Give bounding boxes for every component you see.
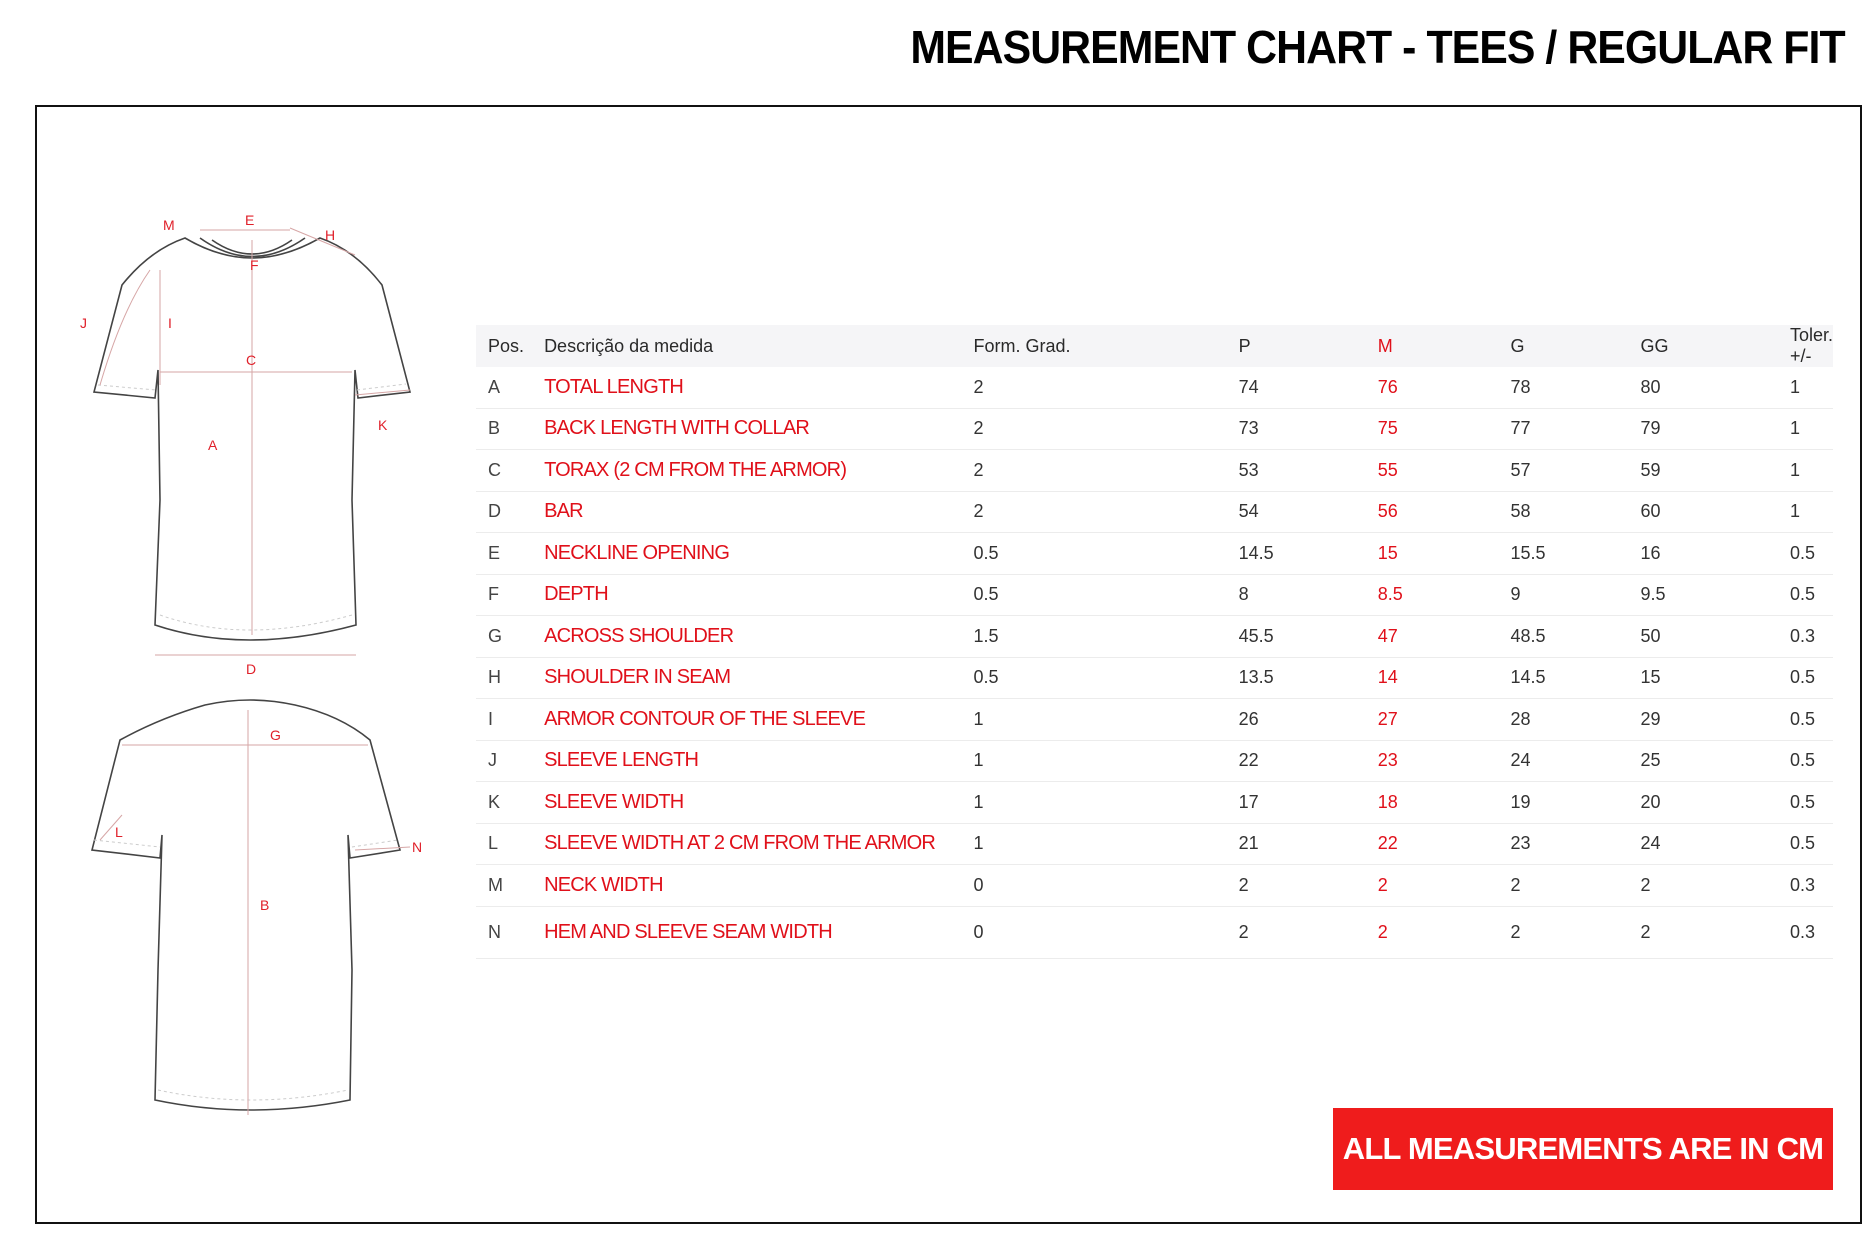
row-grading: 1 bbox=[962, 823, 1227, 865]
row-size-m: 27 bbox=[1366, 699, 1499, 741]
row-size-p: 45.5 bbox=[1227, 616, 1366, 658]
header-description: Descrição da medida bbox=[544, 335, 714, 356]
row-size-gg: 2 bbox=[1628, 865, 1777, 907]
row-description: NECK WIDTH bbox=[544, 865, 961, 907]
row-tolerance: 1 bbox=[1778, 491, 1833, 533]
row-size-gg: 15 bbox=[1628, 657, 1777, 699]
header-size-m: M bbox=[1377, 335, 1393, 356]
row-tolerance: 1 bbox=[1778, 367, 1833, 408]
diagram-label-i: I bbox=[168, 315, 172, 331]
row-size-g: 19 bbox=[1498, 782, 1628, 824]
row-tolerance: 1 bbox=[1778, 408, 1833, 450]
diagram-label-e: E bbox=[245, 212, 255, 228]
row-grading: 2 bbox=[962, 367, 1227, 408]
row-pos: N bbox=[476, 906, 544, 958]
row-grading: 0 bbox=[962, 906, 1227, 958]
row-pos: B bbox=[476, 408, 544, 450]
row-pos: I bbox=[476, 699, 544, 741]
row-pos: G bbox=[476, 616, 544, 658]
row-size-m: 55 bbox=[1366, 450, 1499, 492]
row-size-g: 28 bbox=[1498, 699, 1628, 741]
row-size-gg: 79 bbox=[1628, 408, 1777, 450]
header-size-g: G bbox=[1510, 335, 1525, 356]
table-row bbox=[476, 450, 1833, 492]
row-size-g: 23 bbox=[1498, 823, 1628, 865]
row-description: SLEEVE LENGTH bbox=[544, 740, 961, 782]
diagram-label-f: F bbox=[250, 257, 259, 273]
row-size-m: 18 bbox=[1366, 782, 1499, 824]
row-tolerance: 0.5 bbox=[1778, 533, 1833, 575]
row-tolerance: 0.5 bbox=[1778, 823, 1833, 865]
row-grading: 0 bbox=[962, 865, 1227, 907]
row-size-g: 58 bbox=[1498, 491, 1628, 533]
units-badge: ALL MEASUREMENTS ARE IN CM bbox=[1333, 1108, 1833, 1190]
row-size-m: 14 bbox=[1366, 657, 1499, 699]
diagram-label-b: B bbox=[260, 897, 270, 913]
row-size-g: 9 bbox=[1498, 574, 1628, 616]
row-size-p: 2 bbox=[1227, 865, 1366, 907]
row-size-p: 54 bbox=[1227, 491, 1366, 533]
row-description: BACK LENGTH WITH COLLAR bbox=[544, 408, 961, 450]
tee-front-diagram bbox=[80, 200, 435, 680]
row-description: HEM AND SLEEVE SEAM WIDTH bbox=[544, 906, 961, 958]
diagram-label-k: K bbox=[378, 417, 388, 433]
header-grading: Form. Grad. bbox=[973, 335, 1071, 356]
row-size-g: 14.5 bbox=[1498, 657, 1628, 699]
table-row bbox=[476, 533, 1833, 575]
row-pos: D bbox=[476, 491, 544, 533]
row-size-m: 22 bbox=[1366, 823, 1499, 865]
diagram-label-g: G bbox=[270, 727, 281, 743]
row-size-g: 78 bbox=[1498, 367, 1628, 408]
table-row bbox=[476, 616, 1833, 658]
row-pos: M bbox=[476, 865, 544, 907]
table-row bbox=[476, 699, 1833, 741]
header-tolerance: Toler. +/- bbox=[1789, 325, 1833, 366]
row-size-gg: 29 bbox=[1628, 699, 1777, 741]
table-row bbox=[476, 574, 1833, 616]
row-size-p: 21 bbox=[1227, 823, 1366, 865]
row-description: NECKLINE OPENING bbox=[544, 533, 961, 575]
row-grading: 2 bbox=[962, 450, 1227, 492]
row-description: ARMOR CONTOUR OF THE SLEEVE bbox=[544, 699, 961, 741]
diagram-label-l: L bbox=[115, 824, 123, 840]
row-size-g: 15.5 bbox=[1498, 533, 1628, 575]
row-size-m: 47 bbox=[1366, 616, 1499, 658]
diagram-label-h: H bbox=[325, 227, 336, 243]
table-row bbox=[476, 865, 1833, 907]
row-description: BAR bbox=[544, 491, 961, 533]
diagram-label-j: J bbox=[80, 315, 87, 331]
row-description: ACROSS SHOULDER bbox=[544, 616, 961, 658]
diagram-label-n: N bbox=[412, 839, 423, 855]
measurement-table bbox=[476, 325, 1833, 959]
row-size-gg: 80 bbox=[1628, 367, 1777, 408]
row-size-g: 57 bbox=[1498, 450, 1628, 492]
header-size-p: P bbox=[1238, 335, 1251, 356]
row-size-p: 53 bbox=[1227, 450, 1366, 492]
row-description: SLEEVE WIDTH bbox=[544, 782, 961, 824]
row-size-m: 15 bbox=[1366, 533, 1499, 575]
row-grading: 0.5 bbox=[962, 533, 1227, 575]
row-tolerance: 0.5 bbox=[1778, 782, 1833, 824]
row-size-p: 2 bbox=[1227, 906, 1366, 958]
table-row bbox=[476, 906, 1833, 958]
diagram-label-d: D bbox=[246, 661, 257, 677]
row-grading: 1 bbox=[962, 740, 1227, 782]
row-size-gg: 50 bbox=[1628, 616, 1777, 658]
table-row bbox=[476, 782, 1833, 824]
row-pos: H bbox=[476, 657, 544, 699]
row-description: TOTAL LENGTH bbox=[544, 367, 961, 408]
row-size-p: 8 bbox=[1227, 574, 1366, 616]
table-row bbox=[476, 491, 1833, 533]
row-description: DEPTH bbox=[544, 574, 961, 616]
row-grading: 0.5 bbox=[962, 574, 1227, 616]
row-size-m: 75 bbox=[1366, 408, 1499, 450]
row-size-p: 14.5 bbox=[1227, 533, 1366, 575]
row-size-m: 2 bbox=[1366, 865, 1499, 907]
row-size-g: 48.5 bbox=[1498, 616, 1628, 658]
table-row bbox=[476, 740, 1833, 782]
row-pos: J bbox=[476, 740, 544, 782]
row-description: TORAX (2 CM FROM THE ARMOR) bbox=[544, 450, 961, 492]
row-pos: L bbox=[476, 823, 544, 865]
row-tolerance: 0.5 bbox=[1778, 699, 1833, 741]
row-size-g: 24 bbox=[1498, 740, 1628, 782]
table-row bbox=[476, 657, 1833, 699]
row-pos: A bbox=[476, 367, 544, 408]
row-tolerance: 1 bbox=[1778, 450, 1833, 492]
page-title: MEASUREMENT CHART - TEES / REGULAR FIT bbox=[910, 21, 1845, 73]
row-pos: C bbox=[476, 450, 544, 492]
diagram-label-c: C bbox=[246, 352, 257, 368]
diagram-label-m: M bbox=[163, 217, 175, 233]
row-size-p: 22 bbox=[1227, 740, 1366, 782]
row-tolerance: 0.3 bbox=[1778, 865, 1833, 907]
row-grading: 2 bbox=[962, 408, 1227, 450]
row-tolerance: 0.5 bbox=[1778, 574, 1833, 616]
header-pos: Pos. bbox=[488, 335, 525, 356]
row-pos: E bbox=[476, 533, 544, 575]
row-description: SLEEVE WIDTH AT 2 CM FROM THE ARMOR bbox=[544, 823, 961, 865]
row-size-m: 76 bbox=[1366, 367, 1499, 408]
row-size-p: 73 bbox=[1227, 408, 1366, 450]
row-size-gg: 59 bbox=[1628, 450, 1777, 492]
row-size-g: 2 bbox=[1498, 865, 1628, 907]
row-grading: 1 bbox=[962, 782, 1227, 824]
row-size-gg: 60 bbox=[1628, 491, 1777, 533]
row-size-gg: 9.5 bbox=[1628, 574, 1777, 616]
row-size-p: 74 bbox=[1227, 367, 1366, 408]
table-row bbox=[476, 823, 1833, 865]
table-row bbox=[476, 408, 1833, 450]
row-size-gg: 25 bbox=[1628, 740, 1777, 782]
row-size-p: 26 bbox=[1227, 699, 1366, 741]
diagram-label-a: A bbox=[208, 437, 218, 453]
row-grading: 2 bbox=[962, 491, 1227, 533]
row-description: SHOULDER IN SEAM bbox=[544, 657, 961, 699]
row-size-p: 17 bbox=[1227, 782, 1366, 824]
tee-back-diagram bbox=[80, 690, 435, 1120]
row-size-m: 56 bbox=[1366, 491, 1499, 533]
row-size-gg: 2 bbox=[1628, 906, 1777, 958]
row-size-gg: 16 bbox=[1628, 533, 1777, 575]
row-size-m: 8.5 bbox=[1366, 574, 1499, 616]
row-tolerance: 0.5 bbox=[1778, 657, 1833, 699]
row-size-gg: 24 bbox=[1628, 823, 1777, 865]
row-size-m: 23 bbox=[1366, 740, 1499, 782]
row-grading: 0.5 bbox=[962, 657, 1227, 699]
table-header-row bbox=[476, 325, 1833, 367]
row-pos: F bbox=[476, 574, 544, 616]
row-size-gg: 20 bbox=[1628, 782, 1777, 824]
row-pos: K bbox=[476, 782, 544, 824]
row-size-p: 13.5 bbox=[1227, 657, 1366, 699]
row-tolerance: 0.3 bbox=[1778, 906, 1833, 958]
row-grading: 1.5 bbox=[962, 616, 1227, 658]
row-size-g: 77 bbox=[1498, 408, 1628, 450]
row-tolerance: 0.3 bbox=[1778, 616, 1833, 658]
row-size-g: 2 bbox=[1498, 906, 1628, 958]
row-tolerance: 0.5 bbox=[1778, 740, 1833, 782]
header-size-gg: GG bbox=[1640, 335, 1669, 356]
row-size-m: 2 bbox=[1366, 906, 1499, 958]
row-grading: 1 bbox=[962, 699, 1227, 741]
table-row bbox=[476, 367, 1833, 408]
